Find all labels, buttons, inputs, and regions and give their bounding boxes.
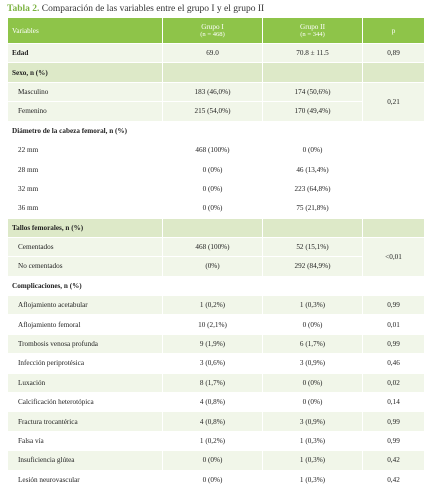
group2-value: 0 (0%) xyxy=(263,373,363,392)
group2-value: 1 (0,3%) xyxy=(263,470,363,489)
header-group1 xyxy=(163,18,263,44)
group1-value: 9 (1,9%) xyxy=(163,334,263,353)
row-label: No cementados xyxy=(8,257,163,276)
header-p: p xyxy=(363,18,425,44)
group2-value: 1 (0,3%) xyxy=(263,296,363,315)
group1-value: 1 (0,2%) xyxy=(163,431,263,450)
group1-value: 468 (100%) xyxy=(163,237,263,256)
group1-value: 183 (46,0%) xyxy=(163,82,263,101)
p-value: 0,02 xyxy=(363,373,425,392)
table-title: Comparación de las variables entre el grupo I y el grupo II xyxy=(39,4,265,14)
table-row xyxy=(8,412,425,431)
table-caption xyxy=(7,4,264,14)
p-value: 0,21 xyxy=(363,82,425,121)
header-variables: Variables xyxy=(8,18,163,44)
p-value: 0,42 xyxy=(363,451,425,470)
group2-value: 75 (21,8%) xyxy=(263,199,363,218)
row-label: Infección periprotésica xyxy=(8,354,163,373)
group1-value: 69.0 xyxy=(163,44,263,63)
table-row xyxy=(8,334,425,353)
group1-value: 0 (0%) xyxy=(163,199,263,218)
group1-value: 0 (0%) xyxy=(163,451,263,470)
row-label: Lesión neurovascular xyxy=(8,470,163,489)
group1-value: 0 (0%) xyxy=(163,160,263,179)
group1-value: 0 (0%) xyxy=(163,470,263,489)
table-row xyxy=(8,199,425,218)
table-row xyxy=(8,451,425,470)
table-row xyxy=(8,373,425,392)
table-row xyxy=(8,44,425,63)
p-value: 0,89 xyxy=(363,44,425,63)
table-row xyxy=(8,393,425,412)
table-header-row xyxy=(8,18,425,44)
group1-value: (0%) xyxy=(163,257,263,276)
group2-value: 6 (1,7%) xyxy=(263,334,363,353)
table-row xyxy=(8,257,425,276)
section-row xyxy=(8,276,425,295)
section-row xyxy=(8,121,425,140)
p-value: 0,42 xyxy=(363,470,425,489)
p-value: 0,01 xyxy=(363,315,425,334)
group2-value: 1 (0,3%) xyxy=(263,451,363,470)
group2-value: 3 (0,9%) xyxy=(263,354,363,373)
section-row xyxy=(8,218,425,237)
row-label: 36 mm xyxy=(8,199,163,218)
table-row xyxy=(8,296,425,315)
table-row xyxy=(8,470,425,489)
group2-value: 0 (0%) xyxy=(263,315,363,334)
group1-value: 4 (0,8%) xyxy=(163,412,263,431)
header-group2-n: (n = 344) xyxy=(300,31,325,38)
table-row xyxy=(8,237,425,256)
header-group1-n: (n = 468) xyxy=(200,31,225,38)
table-row xyxy=(8,431,425,450)
group1-value: 3 (0,6%) xyxy=(163,354,263,373)
group2-value: 174 (50,6%) xyxy=(263,82,363,101)
p-value: 0,99 xyxy=(363,334,425,353)
group2-value: 52 (15,1%) xyxy=(263,237,363,256)
group1-value: 10 (2,1%) xyxy=(163,315,263,334)
row-label: 32 mm xyxy=(8,179,163,198)
row-label: Edad xyxy=(8,44,163,63)
row-label: Trombosis venosa profunda xyxy=(8,334,163,353)
row-label: Masculino xyxy=(8,82,163,101)
p-value: 0,14 xyxy=(363,393,425,412)
p-value: 0,99 xyxy=(363,412,425,431)
table-row xyxy=(8,315,425,334)
row-label: Aflojamiento femoral xyxy=(8,315,163,334)
group1-value: 0 (0%) xyxy=(163,179,263,198)
group2-value: 292 (84,9%) xyxy=(263,257,363,276)
row-label: Calcificación heterotópica xyxy=(8,393,163,412)
table-row xyxy=(8,354,425,373)
group1-value: 215 (54,0%) xyxy=(163,102,263,121)
header-group2 xyxy=(263,18,363,44)
section-label: Diámetro de la cabeza femoral, n (%) xyxy=(8,121,163,140)
row-label: Cementados xyxy=(8,237,163,256)
row-label: Luxación xyxy=(8,373,163,392)
header-group2-label: Grupo II xyxy=(300,23,325,31)
group1-value: 468 (100%) xyxy=(163,140,263,159)
group2-value: 70.8 ± 11.5 xyxy=(263,44,363,63)
row-label: Femenino xyxy=(8,102,163,121)
row-label: 28 mm xyxy=(8,160,163,179)
section-row xyxy=(8,63,425,82)
p-value: 0,46 xyxy=(363,354,425,373)
table-row xyxy=(8,102,425,121)
group1-value: 4 (0,8%) xyxy=(163,393,263,412)
section-label: Tallos femorales, n (%) xyxy=(8,218,163,237)
row-label: Fractura trocantérica xyxy=(8,412,163,431)
row-label: Insuficiencia glútea xyxy=(8,451,163,470)
table-row xyxy=(8,82,425,101)
table-row xyxy=(8,140,425,159)
p-value: 0,99 xyxy=(363,431,425,450)
p-value: 0,99 xyxy=(363,296,425,315)
group2-value: 1 (0,3%) xyxy=(263,431,363,450)
table-row xyxy=(8,179,425,198)
group2-value: 3 (0,9%) xyxy=(263,412,363,431)
p-value: <0,01 xyxy=(363,237,425,276)
row-label: Aflojamiento acetabular xyxy=(8,296,163,315)
group2-value: 46 (13,4%) xyxy=(263,160,363,179)
group1-value: 8 (1,7%) xyxy=(163,373,263,392)
group2-value: 223 (64,8%) xyxy=(263,179,363,198)
section-label: Complicaciones, n (%) xyxy=(8,276,163,295)
group2-value: 0 (0%) xyxy=(263,393,363,412)
comparison-table xyxy=(7,17,425,490)
header-group1-label: Grupo I xyxy=(201,23,224,31)
group2-value: 170 (49,4%) xyxy=(263,102,363,121)
group1-value: 1 (0,2%) xyxy=(163,296,263,315)
row-label: 22 mm xyxy=(8,140,163,159)
table-number: Tabla 2. xyxy=(7,4,40,14)
group2-value: 0 (0%) xyxy=(263,140,363,159)
section-label: Sexo, n (%) xyxy=(8,63,163,82)
row-label: Falsa vía xyxy=(8,431,163,450)
table-row xyxy=(8,160,425,179)
